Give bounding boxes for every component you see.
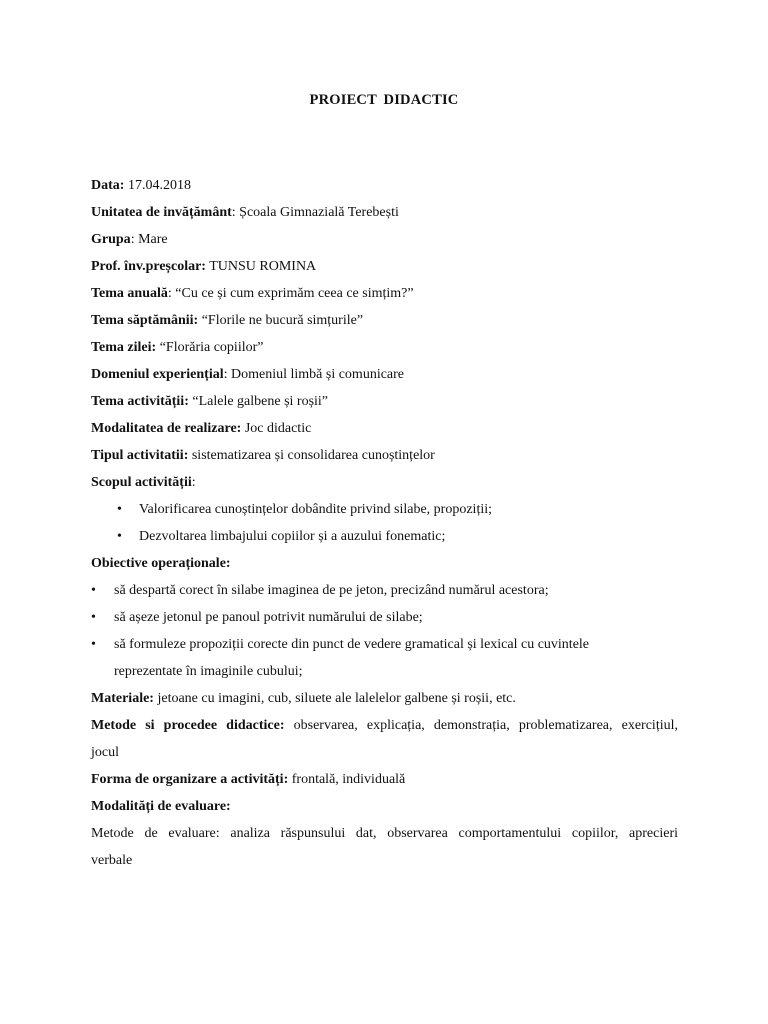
field-label: Prof. înv.preșcolar: <box>91 259 206 274</box>
field-value: TUNSU ROMINA <box>205 259 317 274</box>
field-value: 17.04.2018 <box>124 178 191 193</box>
field-label: Tema anuală <box>91 286 168 301</box>
field-modalitatea <box>91 415 678 442</box>
field-metode <box>91 712 678 739</box>
field-label: Tema activității: <box>91 394 189 409</box>
field-value: : Școala Gimnazială Terebești <box>231 205 399 220</box>
field-value: : Domeniul limbă și comunicare <box>223 367 405 382</box>
field-value: : “Cu ce și cum exprimăm ceea ce simțim?” <box>167 286 414 301</box>
list-item <box>91 496 678 523</box>
document-body <box>91 172 678 874</box>
field-value: sistematizarea și consolidarea cunoștințelor <box>188 448 435 463</box>
evaluare-text-continuation: verbale <box>91 853 133 868</box>
field-data <box>91 172 678 199</box>
field-value: “Lalele galbene și roșii” <box>188 394 329 409</box>
field-label: Scopul activității <box>91 475 192 490</box>
document-title: PROIECT DIDACTIC <box>309 92 459 108</box>
field-label: Materiale: <box>91 691 154 706</box>
list-item-text: Valorificarea cunoștințelor dobândite privind silabe, propoziții; <box>139 502 493 517</box>
list-item <box>91 604 678 631</box>
field-label: Modalitatea de realizare: <box>91 421 242 436</box>
obiective-list <box>91 577 678 685</box>
field-prof <box>91 253 678 280</box>
field-tipul <box>91 442 678 469</box>
field-value: : <box>191 475 196 490</box>
field-value: jetoane cu imagini, cub, siluete ale lalelelor galbene și roșii, etc. <box>153 691 516 706</box>
field-domeniul <box>91 361 678 388</box>
field-value: “Florăria copiilor” <box>156 340 264 355</box>
section-label: Modalități de evaluare: <box>91 799 231 814</box>
field-label: Metode si procedee didactice: <box>91 718 285 733</box>
bullet-icon: • <box>117 502 122 517</box>
evaluare-text-line: Metode de evaluare: analiza răspunsului dat, observarea comportamentului copiilor, aprecieri <box>91 826 678 841</box>
section-evaluare <box>91 793 678 820</box>
field-label: Grupa <box>91 232 131 247</box>
list-item-continuation: reprezentate în imaginile cubului; <box>114 664 303 679</box>
section-label: Obiective operaționale: <box>91 556 231 571</box>
bullet-icon: • <box>91 637 96 652</box>
list-item <box>91 523 678 550</box>
list-item <box>91 631 678 658</box>
field-value: observarea, explicația, demonstrația, problematizarea, exercițiul, <box>284 718 678 733</box>
bullet-icon: • <box>91 610 96 625</box>
field-label: Domeniul experiențial <box>91 367 224 382</box>
field-forma <box>91 766 678 793</box>
field-tema-anuala <box>91 280 678 307</box>
field-unitatea <box>91 199 678 226</box>
bullet-icon: • <box>117 529 122 544</box>
field-label: Tema săptămânii: <box>91 313 199 328</box>
field-value: frontală, individuală <box>288 772 406 787</box>
bullet-icon: • <box>91 583 96 598</box>
field-tema-activitatii <box>91 388 678 415</box>
list-item-text: Dezvoltarea limbajului copiilor și a auzului fonematic; <box>139 529 446 544</box>
section-obiective <box>91 550 678 577</box>
field-scopul <box>91 469 678 496</box>
field-label: Data: <box>91 178 125 193</box>
list-item <box>91 577 678 604</box>
field-label: Unitatea de invățământ <box>91 205 232 220</box>
field-materiale <box>91 685 678 712</box>
field-tema-saptamanii <box>91 307 678 334</box>
field-tema-zilei <box>91 334 678 361</box>
list-item-text: să așeze jetonul pe panoul potrivit numărului de silabe; <box>114 610 423 625</box>
field-value: Joc didactic <box>241 421 312 436</box>
field-value: “Florile ne bucură simțurile” <box>198 313 364 328</box>
field-metode-continuation: jocul <box>91 745 119 760</box>
list-item-text: să formuleze propoziții corecte din punct de vedere gramatical și lexical cu cuvintele <box>114 637 590 652</box>
scopul-list <box>91 496 678 550</box>
field-label: Tema zilei: <box>91 340 157 355</box>
field-grupa <box>91 226 678 253</box>
field-label: Tipul activitatii: <box>91 448 189 463</box>
list-item-text: să despartă corect în silabe imaginea de pe jeton, precizând numărul acestora; <box>114 583 549 598</box>
field-value: : Mare <box>130 232 168 247</box>
field-label: Forma de organizare a activități: <box>91 772 289 787</box>
